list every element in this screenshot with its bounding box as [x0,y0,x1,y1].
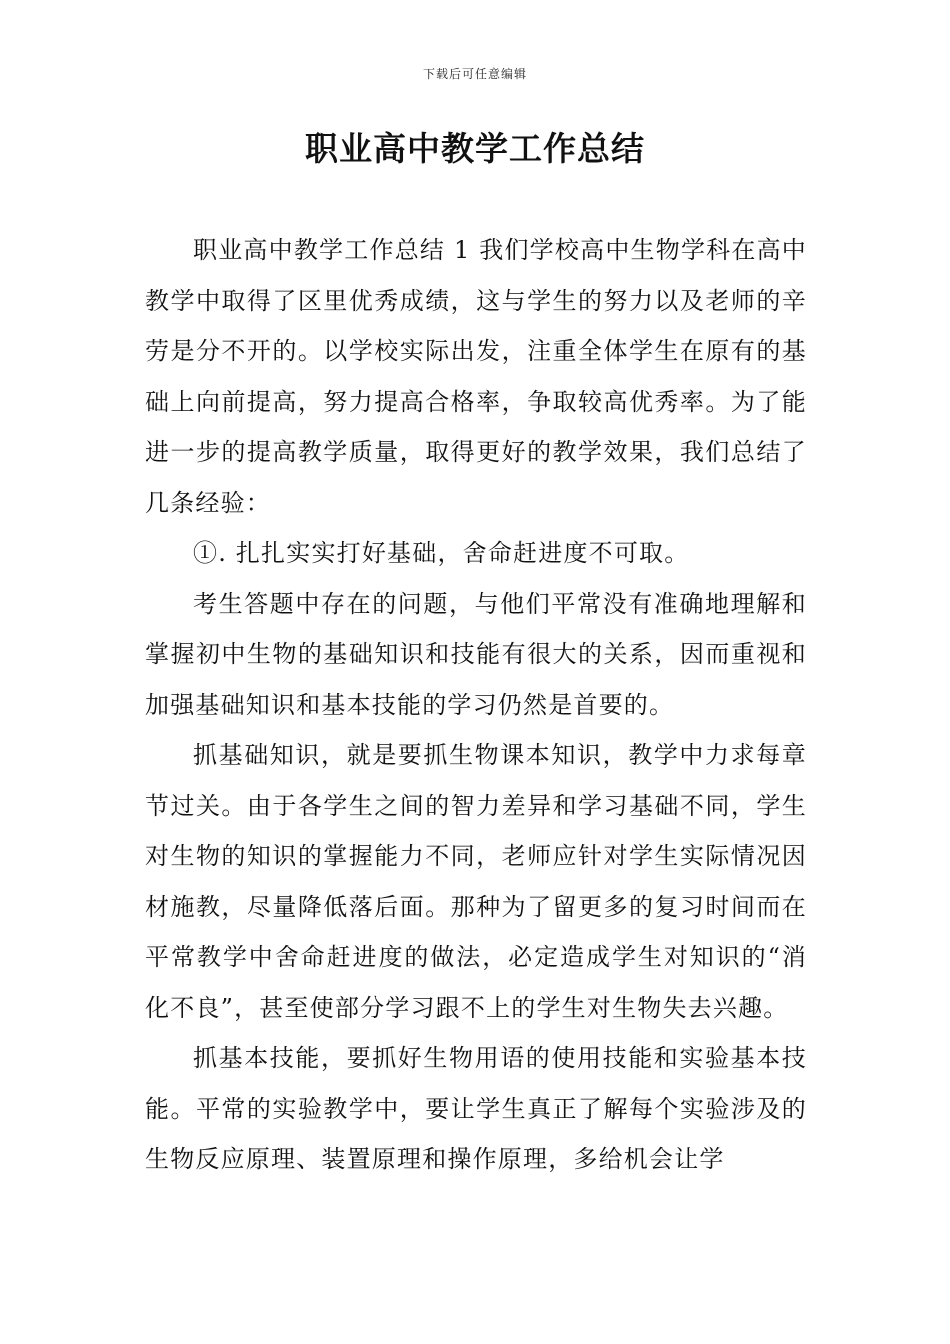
paragraph-exam-problems: 考生答题中存在的问题，与他们平常没有准确地理解和掌握初中生物的基础知识和技能有很大的关系，因而重视和加强基础知识和基本技能的学习仍然是首要的。 [145,589,807,719]
document-body [145,225,807,1185]
document-title: 职业高中教学工作总结 [305,129,645,168]
paragraph-intro: 职业高中教学工作总结 1 我们学校高中生物学科在高中教学中取得了区里优秀成绩，这与学生的努力以及老师的辛劳是分不开的。以学校实际出发，注重全体学生在原有的基础上向前提高，努力提高合格率，争取较高优秀率。为了能进一步的提高教学质量，取得更好的教学效果，我们总结了几条经验： [145,236,807,517]
paragraph-basic-skills: 抓基本技能，要抓好生物用语的使用技能和实验基本技能。平常的实验教学中，要让学生真正了解每个实验涉及的生物反应原理、装置原理和操作原理，多给机会让学 [145,1044,807,1173]
paragraph-point-1: ①. 扎扎实实打好基础，舍命赶进度不可取。 [193,539,690,567]
paragraph-basic-knowledge: 抓基础知识，就是要抓生物课本知识，教学中力求每章节过关。由于各学生之间的智力差异和学习基础不同，学生对生物的知识的掌握能力不同，老师应针对学生实际情况因材施教，尽量降低落后面。那种为了留更多的复习时间而在平常教学中舍命赶进度的做法，必定造成学生对知识的“消化不良”，甚至使部分学习跟不上的学生对生物失去兴趣。 [145,741,807,1022]
header-note: 下载后可任意编辑 [422,67,527,81]
